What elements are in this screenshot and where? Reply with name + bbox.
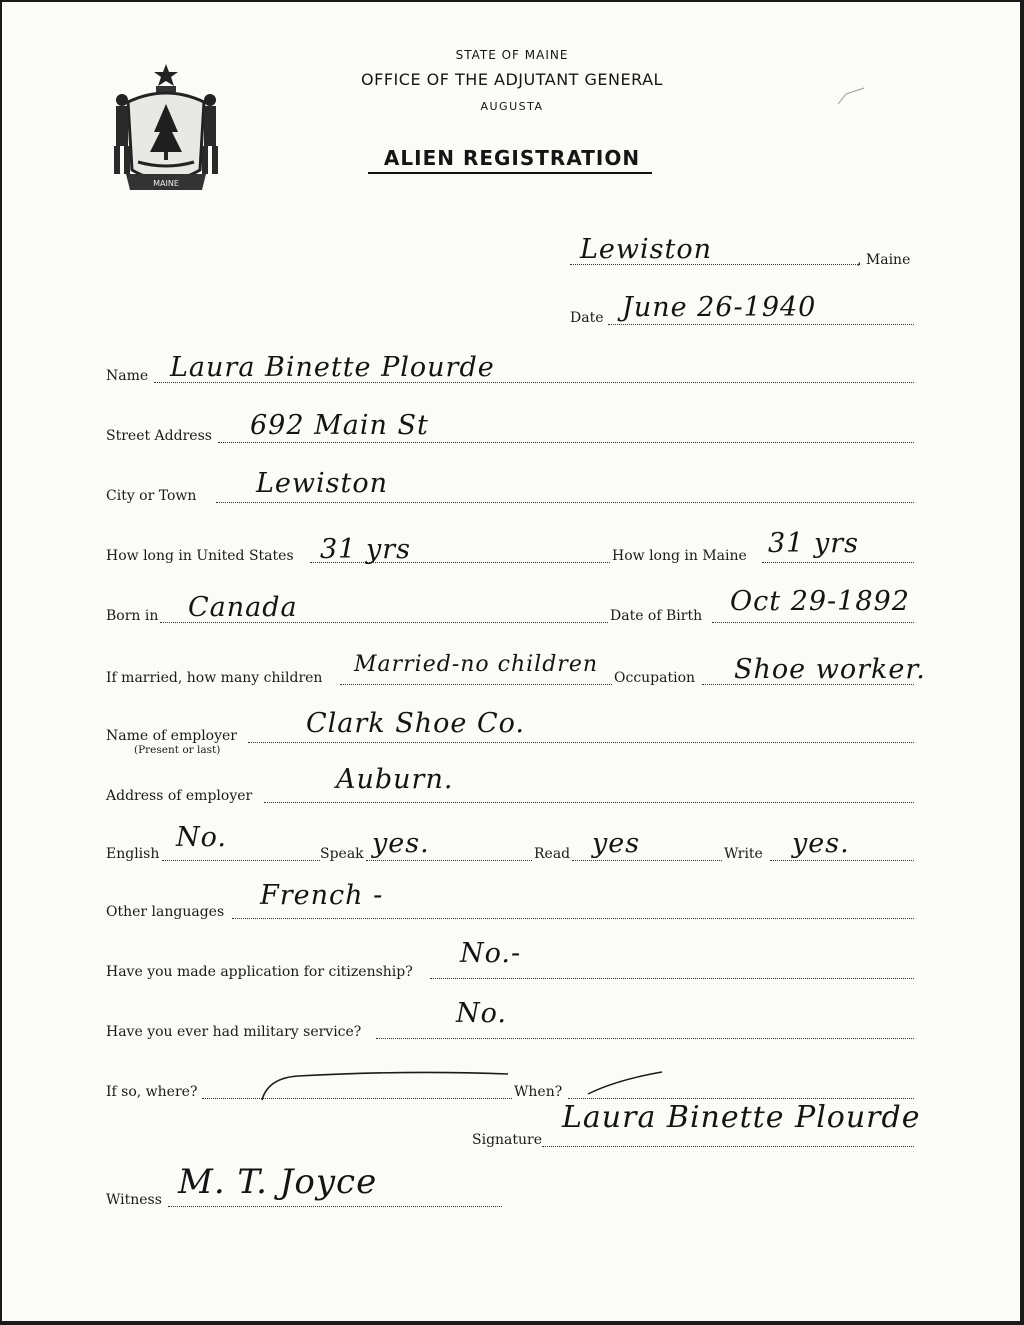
how-long-maine-line [762,562,914,563]
employer-address-line [264,802,914,803]
street-address-label: Street Address [106,428,212,444]
military-value: No. [456,998,507,1029]
name-value: Laura Binette Plourde [170,352,495,383]
date-of-birth-line [712,622,914,623]
title-underline [368,172,652,174]
write-label: Write [724,846,763,862]
if-so-where-label: If so, where? [106,1084,198,1100]
witness-line [168,1206,502,1207]
date-of-birth-label: Date of Birth [610,608,703,624]
children-label: If married, how many children [106,670,323,686]
employer-line [248,742,914,743]
header-state: STATE OF MAINE [455,48,569,62]
other-languages-value: French - [260,880,384,911]
other-languages-label: Other languages [106,904,225,920]
seal-banner-text: MAINE [153,179,179,188]
employer-sublabel: (Present or last) [134,744,221,756]
citizenship-value: No.- [460,938,522,969]
street-address-line [218,442,914,443]
signature-value: Laura Binette Plourde [562,1100,921,1135]
city-line [216,502,914,503]
header-office: OFFICE OF THE ADJUTANT GENERAL [361,70,663,89]
speak-value: yes. [372,828,430,859]
date-value: June 26-1940 [622,292,817,323]
employer-address-label: Address of employer [106,788,253,804]
street-address-value: 692 Main St [250,410,429,441]
how-long-maine-label: How long in Maine [612,548,747,564]
signature-label: Signature [472,1132,543,1148]
occupation-label: Occupation [614,670,696,686]
speak-line [366,860,532,861]
occupation-value: Shoe worker. [734,654,926,685]
witness-value: M. T. Joyce [178,1162,378,1202]
place-value: Lewiston [580,234,713,265]
when-line [568,1098,914,1099]
read-label: Read [534,846,571,862]
military-line [376,1038,914,1039]
witness-label: Witness [106,1192,162,1208]
date-label: Date [570,310,604,326]
date-of-birth-value: Oct 29-1892 [730,586,910,617]
if-so-where-dash-stroke [258,1068,518,1104]
signature-line [542,1146,914,1147]
city-label: City or Town [106,488,197,504]
other-languages-line [232,918,914,919]
how-long-us-label: How long in United States [106,548,294,564]
header-city: AUGUSTA [480,100,544,113]
date-line [608,324,914,325]
how-long-us-value: 31 yrs [320,534,411,565]
form-title: ALIEN REGISTRATION [383,146,641,170]
military-label: Have you ever had military service? [106,1024,362,1040]
speak-label: Speak [320,846,364,862]
how-long-maine-value: 31 yrs [768,528,859,559]
read-value: yes [592,828,641,859]
write-line [770,860,914,861]
citizenship-label: Have you made application for citizenship? [106,964,413,980]
english-label: English [106,846,160,862]
english-line [162,860,320,861]
place-label: , Maine [857,252,911,268]
maine-state-seal-icon [108,62,224,192]
read-line [572,860,722,861]
employer-address-value: Auburn. [336,764,454,795]
children-value: Married-no children [354,652,599,677]
city-value: Lewiston [256,468,389,499]
when-label: When? [514,1084,563,1100]
english-value: No. [176,822,227,853]
write-value: yes. [792,828,850,859]
born-in-value: Canada [188,592,298,623]
registration-form-page [2,2,1020,1321]
employer-value: Clark Shoe Co. [306,708,525,739]
born-in-label: Born in [106,608,159,624]
citizenship-line [430,978,914,979]
when-dash-stroke [586,1068,666,1098]
employer-label: Name of employer [106,728,237,744]
name-label: Name [106,368,149,384]
pencil-tick-mark [836,86,866,108]
children-line [340,684,612,685]
